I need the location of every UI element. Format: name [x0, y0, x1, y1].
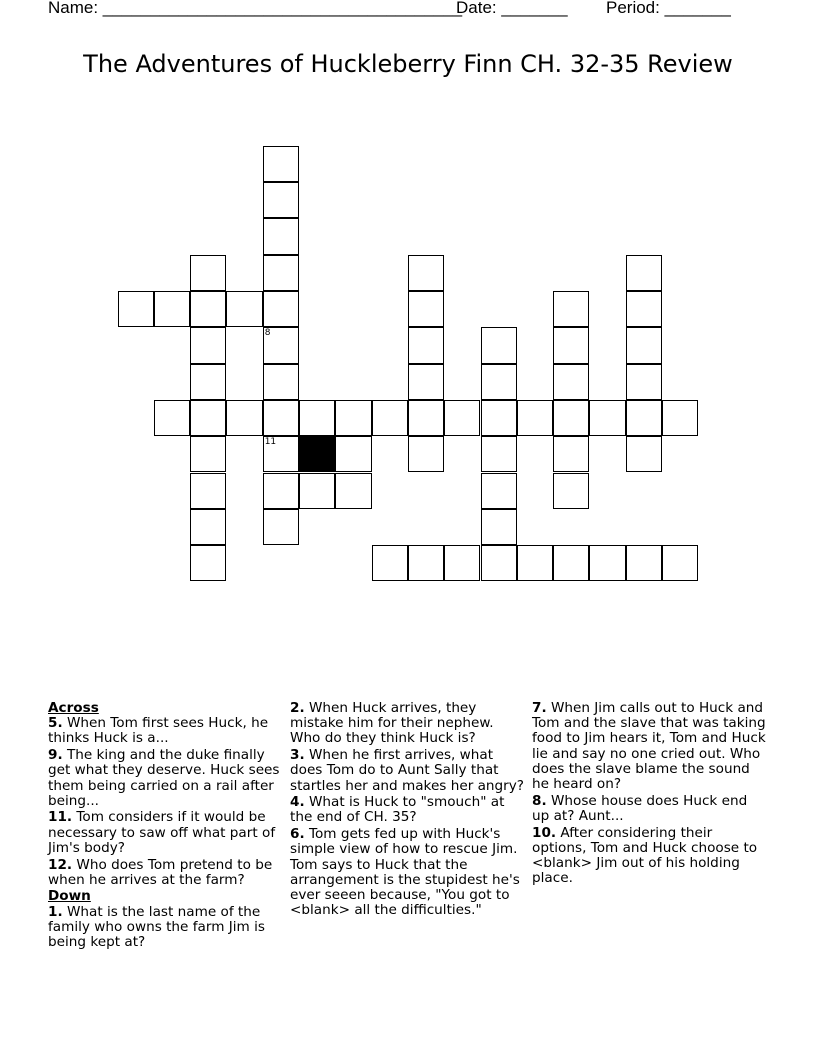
grid-cell[interactable]	[481, 327, 517, 363]
name-field-label: Name: ______________________________________	[48, 0, 463, 17]
clue-number: 7.	[532, 700, 547, 716]
grid-cell[interactable]	[662, 400, 698, 436]
clue-number: 4.	[290, 794, 305, 811]
clue-text: What is Huck to "smouch" at the end of CH. 35?	[290, 794, 505, 826]
grid-cell[interactable]	[118, 291, 154, 327]
clue	[48, 858, 283, 888]
grid-cell[interactable]	[626, 436, 662, 472]
grid-cell[interactable]	[626, 255, 662, 291]
grid-cell[interactable]	[481, 473, 517, 509]
grid-cell[interactable]	[372, 400, 408, 436]
grid-cell[interactable]	[626, 364, 662, 400]
grid-cell[interactable]	[481, 364, 517, 400]
clue	[532, 826, 768, 887]
period-field-label: Period: _______	[606, 0, 731, 17]
clue	[532, 794, 768, 824]
grid-block	[299, 436, 335, 472]
clue	[48, 905, 283, 951]
clue-text: What is the last name of the family who owns the farm Jim is being kept at?	[48, 903, 265, 951]
grid-cell[interactable]	[553, 327, 589, 363]
clue-text: Whose house does Huck end up at? Aunt...	[532, 792, 748, 824]
grid-cell[interactable]	[263, 436, 299, 472]
clue-number: 2.	[290, 700, 305, 716]
grid-cell[interactable]	[263, 327, 299, 363]
grid-cell[interactable]	[481, 509, 517, 545]
grid-cell[interactable]	[408, 291, 444, 327]
grid-cell[interactable]	[626, 291, 662, 327]
grid-cell[interactable]	[190, 473, 226, 509]
grid-cell[interactable]	[481, 436, 517, 472]
date-field-label: Date: _______	[456, 0, 568, 17]
clues-column-2	[290, 701, 526, 920]
clues-column-3	[532, 701, 768, 888]
clue-number: 12.	[48, 856, 73, 873]
grid-cell[interactable]	[263, 400, 299, 436]
page-title: The Adventures of Huckleberry Finn CH. 32-35 Review	[83, 50, 733, 78]
clue	[48, 748, 283, 809]
grid-cell[interactable]	[553, 545, 589, 581]
grid-cell[interactable]	[517, 400, 553, 436]
grid-cell[interactable]	[154, 400, 190, 436]
clue-number: 5.	[48, 715, 63, 732]
clue-text: When he first arrives, what does Tom do to Aunt Sally that startles her and makes her angry?	[290, 747, 525, 794]
grid-cell[interactable]	[299, 473, 335, 509]
clue	[48, 716, 283, 746]
clue-text: Tom considers if it would be necessary to saw off what part of Jim's body?	[48, 809, 276, 856]
grid-cell[interactable]	[299, 400, 335, 436]
clue	[290, 795, 526, 825]
clues-column-1	[48, 701, 283, 952]
clue-number: 3.	[290, 747, 305, 764]
grid-cell[interactable]	[335, 400, 371, 436]
grid-cell[interactable]	[190, 545, 226, 581]
grid-cell[interactable]	[154, 291, 190, 327]
clue-text: Tom gets fed up with Huck's simple view of how to rescue Jim. Tom says to Huck that the arrangement is the stupidest he's ever seeen because, "You got to <blank> all the difficulties."	[290, 826, 520, 919]
grid-cell[interactable]	[263, 509, 299, 545]
down-heading: Down	[48, 888, 91, 905]
grid-cell[interactable]	[553, 400, 589, 436]
grid-cell[interactable]	[408, 255, 444, 291]
grid-cell[interactable]	[481, 545, 517, 581]
grid-cell[interactable]	[190, 327, 226, 363]
grid-cell[interactable]	[517, 545, 553, 581]
clue-number: 8	[264, 328, 271, 339]
clue-number: 1.	[48, 903, 63, 920]
clue-number: 6.	[290, 826, 305, 843]
grid-cell[interactable]	[626, 545, 662, 581]
grid-cell[interactable]	[408, 400, 444, 436]
grid-cell[interactable]	[626, 327, 662, 363]
clue-number: 10.	[532, 824, 557, 841]
clue-text: When Huck arrives, they mistake him for their nephew. Who do they think Huck is?	[290, 700, 494, 747]
clue-text: When Tom first sees Huck, he thinks Huck is a...	[48, 715, 269, 747]
grid-cell[interactable]	[444, 400, 480, 436]
grid-cell[interactable]	[372, 545, 408, 581]
grid-cell[interactable]	[553, 436, 589, 472]
grid-cell[interactable]	[263, 146, 299, 182]
grid-cell[interactable]	[444, 545, 480, 581]
clue	[48, 810, 283, 856]
grid-cell[interactable]	[408, 327, 444, 363]
grid-cell[interactable]	[226, 291, 262, 327]
clue-number: 9.	[48, 747, 63, 764]
grid-cell[interactable]	[589, 400, 625, 436]
grid-cell[interactable]	[408, 364, 444, 400]
grid-cell[interactable]	[263, 473, 299, 509]
grid-cell[interactable]	[408, 436, 444, 472]
grid-cell[interactable]	[553, 473, 589, 509]
grid-cell[interactable]	[481, 400, 517, 436]
grid-cell[interactable]	[662, 545, 698, 581]
grid-cell[interactable]	[190, 436, 226, 472]
grid-cell[interactable]	[263, 255, 299, 291]
clue-number: 11.	[48, 809, 73, 826]
grid-cell[interactable]	[589, 545, 625, 581]
clue	[532, 701, 768, 792]
grid-cell[interactable]	[335, 473, 371, 509]
clue-text: When Jim calls out to Huck and Tom and the slave that was taking food to Jim hears it, Tom and Huck lie and say no one cried out. Who does the slave blame the sound he heard on?	[532, 700, 766, 793]
clue-text: The king and the duke finally get what they deserve. Huck sees them being carried on a rail after being...	[48, 747, 280, 809]
grid-cell[interactable]	[408, 545, 444, 581]
grid-cell[interactable]	[553, 291, 589, 327]
grid-cell[interactable]	[190, 509, 226, 545]
clue-text: After considering their options, Tom and Huck choose to <blank> Jim out of his holding place.	[532, 824, 758, 887]
grid-cell[interactable]	[263, 364, 299, 400]
grid-cell[interactable]	[626, 400, 662, 436]
grid-cell[interactable]	[190, 364, 226, 400]
grid-cell[interactable]	[263, 218, 299, 254]
grid-cell[interactable]	[263, 291, 299, 327]
clue	[290, 827, 526, 918]
grid-cell[interactable]	[190, 291, 226, 327]
grid-cell[interactable]	[190, 255, 226, 291]
clue	[290, 701, 526, 747]
grid-cell[interactable]	[263, 182, 299, 218]
clue	[290, 748, 526, 794]
grid-cell[interactable]	[226, 400, 262, 436]
grid-cell[interactable]	[553, 364, 589, 400]
clue-text: Who does Tom pretend to be when he arrives at the farm?	[48, 856, 273, 888]
clue-number: 8.	[532, 792, 547, 809]
grid-cell[interactable]	[335, 436, 371, 472]
grid-cell[interactable]	[190, 400, 226, 436]
across-heading: Across	[48, 700, 99, 716]
clue-number: 11	[264, 437, 277, 448]
